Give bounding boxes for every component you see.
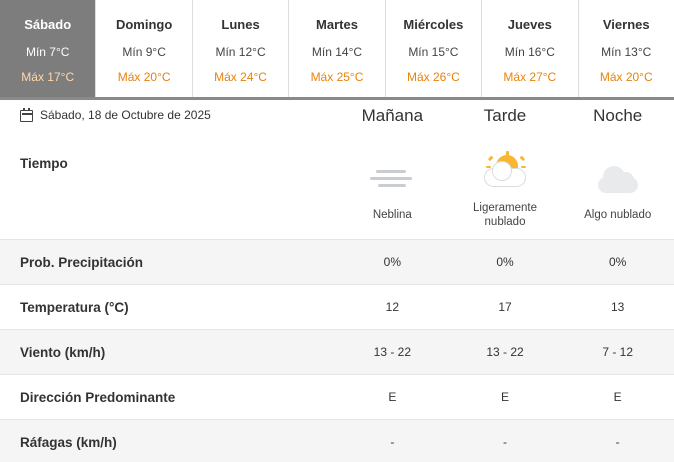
day-tab-domingo[interactable] [96, 0, 192, 97]
table-row-gusts [0, 420, 674, 462]
direction-tarde: E [501, 390, 510, 404]
day-name: Domingo [115, 17, 173, 32]
day-min-temp: Mín 14°C [311, 45, 363, 59]
condition-label: Ligeramente nublado [473, 201, 537, 228]
day-name: Martes [316, 17, 358, 32]
day-min-temp: Mín 12°C [215, 45, 266, 59]
day-min-temp: Mín 16°C [504, 45, 555, 59]
wind-noche: 7 - 12 [602, 345, 634, 359]
condition-label: Neblina [372, 208, 412, 221]
wind-tarde: 13 - 22 [486, 345, 524, 359]
day-max-temp: Máx 17°C [21, 70, 75, 84]
day-tab-martes[interactable] [289, 0, 385, 97]
precipitation-noche: 0% [609, 255, 627, 269]
table-row-wind [0, 330, 674, 375]
table-row-temperature [0, 285, 674, 330]
day-tab-sabado[interactable] [0, 0, 96, 97]
row-label-temperature: Temperatura (°C) [20, 299, 129, 315]
day-min-temp: Mín 9°C [122, 45, 166, 59]
gusts-manana: - [390, 435, 395, 449]
day-name: Jueves [507, 17, 552, 32]
day-min-temp: Mín 7°C [25, 45, 70, 59]
temperature-manana: 12 [385, 300, 400, 314]
cloud-icon [590, 158, 646, 200]
day-tab-miercoles[interactable] [386, 0, 482, 97]
condition-label: Algo nublado [584, 208, 652, 221]
row-label-weather: Tiempo [20, 156, 68, 171]
precipitation-tarde: 0% [496, 255, 514, 269]
day-name: Miércoles [403, 17, 464, 32]
period-headers [336, 106, 674, 126]
day-min-temp: Mín 13°C [601, 45, 652, 59]
day-name: Viernes [602, 17, 650, 32]
day-selector-strip [0, 0, 674, 100]
day-min-temp: Mín 15°C [408, 45, 459, 59]
selected-date-label: Sábado, 18 de Octubre de 2025 [40, 108, 211, 122]
day-max-temp: Máx 25°C [310, 70, 364, 84]
day-name: Lunes [221, 17, 260, 32]
day-name: Sábado [24, 17, 72, 32]
temperature-tarde: 17 [498, 300, 512, 314]
row-label-direction: Dirección Predominante [20, 389, 176, 405]
weather-cell-tarde [449, 140, 562, 239]
gusts-tarde: - [503, 435, 507, 449]
calendar-icon [20, 109, 33, 122]
row-label-gusts: Ráfagas (km/h) [20, 434, 117, 450]
row-label-wind: Viento (km/h) [20, 344, 106, 360]
period-header-manana: Mañana [361, 106, 424, 125]
direction-manana: E [388, 390, 397, 404]
fog-icon [364, 158, 420, 200]
day-max-temp: Máx 27°C [503, 70, 557, 84]
day-tab-jueves[interactable] [482, 0, 578, 97]
precipitation-manana: 0% [383, 255, 401, 269]
day-max-temp: Máx 26°C [406, 70, 460, 84]
sun-behind-cloud-icon [477, 151, 533, 193]
day-max-temp: Máx 20°C [117, 70, 171, 84]
table-row-direction [0, 375, 674, 420]
row-label-precipitation: Prob. Precipitación [20, 254, 144, 270]
period-header-tarde: Tarde [483, 106, 527, 125]
table-row-precipitation [0, 240, 674, 285]
temperature-noche: 13 [611, 300, 625, 314]
forecast-table [0, 140, 674, 462]
day-tab-lunes[interactable] [193, 0, 289, 97]
weather-cell-manana [336, 140, 449, 239]
day-max-temp: Máx 24°C [214, 70, 267, 84]
period-header-noche: Noche [593, 106, 643, 125]
day-tab-viernes[interactable] [579, 0, 674, 97]
wind-manana: 13 - 22 [373, 345, 412, 359]
gusts-noche: - [615, 435, 620, 449]
day-max-temp: Máx 20°C [599, 70, 653, 84]
direction-noche: E [613, 390, 622, 404]
table-row-weather [0, 140, 674, 240]
weather-cell-noche [561, 140, 674, 239]
